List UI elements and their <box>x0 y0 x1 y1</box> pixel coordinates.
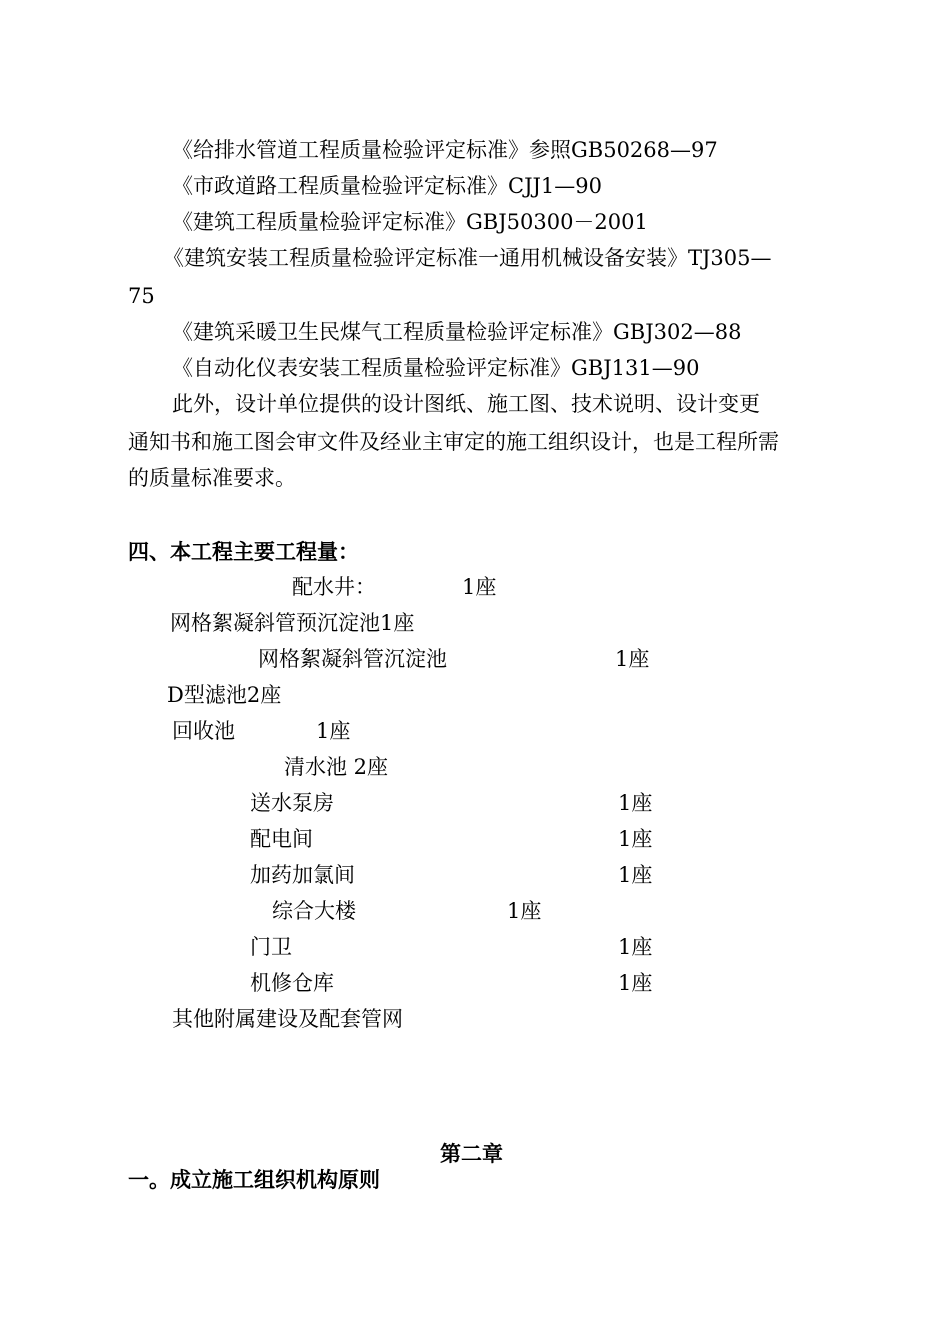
quantity-name-6: 清水池 2座 <box>284 755 389 779</box>
quantity-name-7: 送水泵房 <box>250 791 334 815</box>
quantity-name-13: 其他附属建设及配套管网 <box>172 1007 403 1031</box>
standard-line-2: 《市政道路工程质量检验评定标准》CJJ1—90 <box>172 174 602 198</box>
quantity-name-12: 机修仓库 <box>250 971 334 995</box>
quantity-name-10: 综合大楼 <box>272 899 356 923</box>
quantity-count-12: 1座 <box>618 971 653 995</box>
chapter-title: 第二章 <box>440 1142 503 1166</box>
quantity-count-11: 1座 <box>618 935 653 959</box>
standard-line-1: 《给排水管道工程质量检验评定标准》参照GB50268—97 <box>172 138 718 162</box>
paragraph-line-1: 此外，设计单位提供的设计图纸、施工图、技术说明、设计变更 <box>172 392 760 416</box>
standard-line-5: 《建筑采暖卫生民煤气工程质量检验评定标准》GBJ302—88 <box>172 320 742 344</box>
standard-line-4: 《建筑安装工程质量检验评定标准一通用机械设备安装》TJ305— <box>163 246 772 270</box>
quantity-name-5: 回收池 <box>172 719 235 743</box>
quantity-name-1: 配水井： <box>292 575 376 599</box>
quantity-count-3: 1座 <box>615 647 650 671</box>
standard-line-3: 《建筑工程质量检验评定标准》GBJ50300－2001 <box>172 210 648 234</box>
quantity-count-10: 1座 <box>507 899 542 923</box>
quantity-name-2: 网格絮凝斜管预沉淀池1座 <box>170 611 415 635</box>
paragraph-line-3: 的质量标准要求。 <box>128 466 296 490</box>
quantity-count-1: 1座 <box>462 575 497 599</box>
standard-line-4-cont: 75 <box>128 284 155 308</box>
quantity-name-3: 网格絮凝斜管沉淀池 <box>258 647 447 671</box>
quantity-count-8: 1座 <box>618 827 653 851</box>
section-heading-4: 四、本工程主要工程量： <box>128 540 359 564</box>
quantity-count-9: 1座 <box>618 863 653 887</box>
quantity-name-11: 门卫 <box>250 935 292 959</box>
quantity-count-5: 1座 <box>316 719 351 743</box>
quantity-name-9: 加药加氯间 <box>250 863 355 887</box>
section-heading-1: 一。成立施工组织机构原则 <box>128 1168 380 1192</box>
quantity-name-4: D型滤池2座 <box>167 683 282 707</box>
quantity-count-7: 1座 <box>618 791 653 815</box>
quantity-name-8: 配电间 <box>250 827 313 851</box>
paragraph-line-2: 通知书和施工图会审文件及经业主审定的施工组织设计，也是工程所需 <box>128 430 779 454</box>
standard-line-6: 《自动化仪表安装工程质量检验评定标准》GBJ131—90 <box>172 356 700 380</box>
